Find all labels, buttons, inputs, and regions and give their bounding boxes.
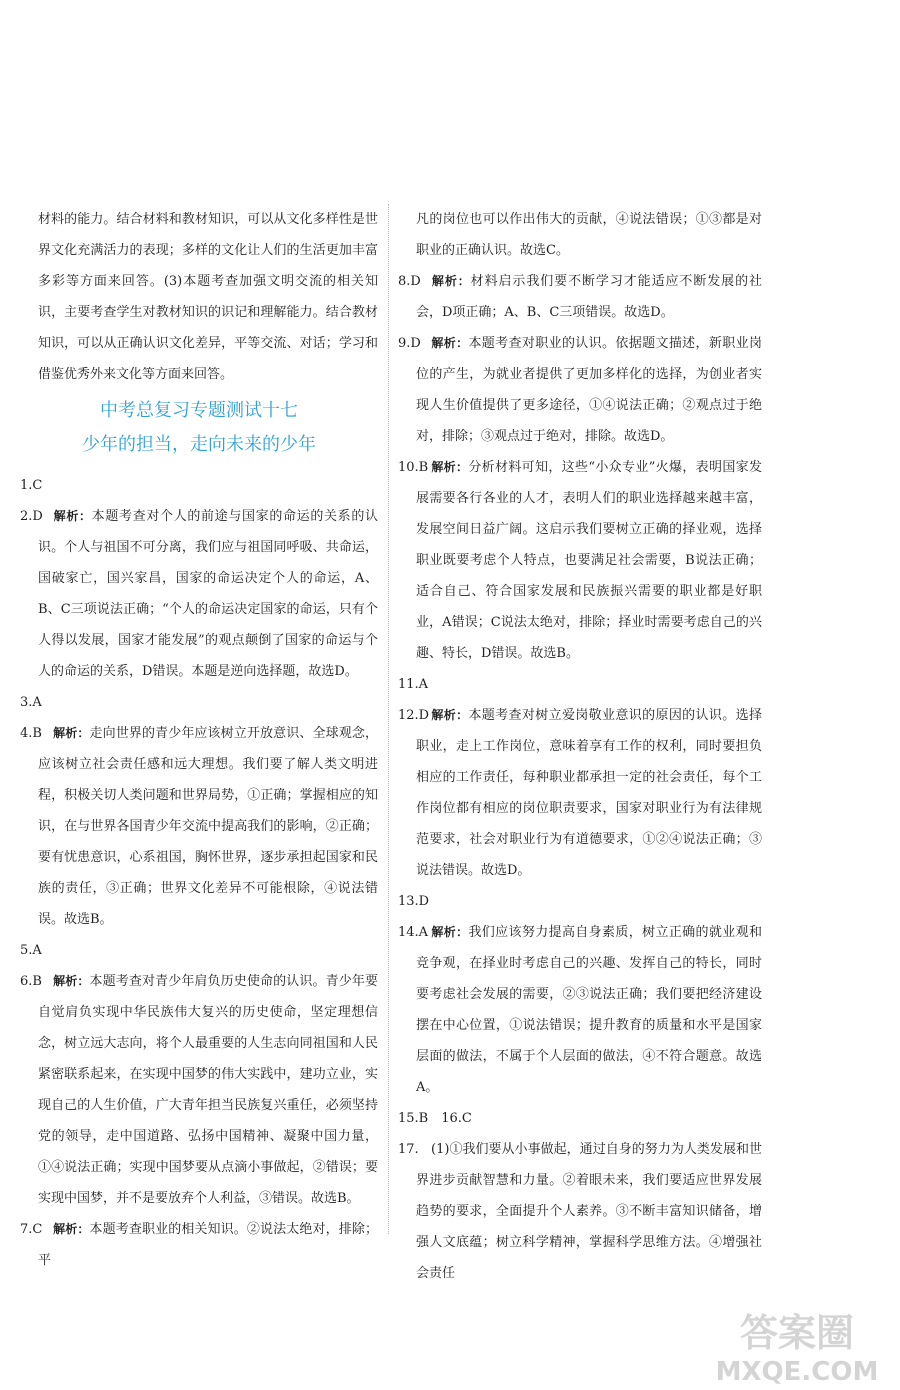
answer-text: 我们应该努力提高自身素质，树立正确的就业观和竞争观，在择业时考虑自己的兴趣、发挥自己的特长，同时要考虑社会发展的需要，②③说法正确；我们要把经济建设摆在中心位置，①说法错误；提升教育的质量和水平是国家层面的做法，不属于个人层面的做法，④不符合题意。故选A。 (416, 925, 762, 1095)
answer-text: 分析材料可知，这些“小众专业”火爆，表明国家发展需要各行各业的人才，表明人们的职业选择越来越丰富，发展空间日益广阔。这启示我们要树立正确的择业观，选择职业既要考虑个人特点，也要满足社会需要，B说法正确；适合自己、符合国家发展和民族振兴需要的职业都是好职业，A错误；C说法太绝对，排除；择业时需要考虑自己的兴趣、特长，D错误。故选B。 (416, 460, 762, 661)
answer-number: 3.A (20, 695, 42, 710)
answer-text: 本题考查对青少年肩负历史使命的认识。青少年要自觉肩负实现中华民族伟大复兴的历史使命，坚定理想信念，树立远大志向，将个人最重要的人生志向同祖国和人民紧密联系起来，在实现中国梦的伟大实践中，建功立业，实现自己的人生价值，广大青年担当民族复兴重任，必须坚持党的领导，走中国道路、弘扬中国精神、凝聚中国力量，①④说法正确；实现中国梦要从点滴小事做起，②错误；要实现中国梦，并不是要放弃个人利益，③错误。故选B。 (38, 974, 378, 1206)
answer-text: 走向世界的青少年应该树立开放意识、全球观念，应该树立社会责任感和远大理想。我们要了解人类文明进程，积极关切人类问题和世界局势，①正确；掌握相应的知识，在与世界各国青少年交流中提高我们的影响，②正确；要有忧患意识，心系祖国，胸怀世界，逐步承担起国家和民族的责任，③正确；世界文化差异不可能根除，④说法错误。故选B。 (38, 726, 378, 927)
answer-number: 9.D (398, 336, 421, 351)
answer-item (20, 501, 378, 687)
watermark-logo (705, 1300, 890, 1384)
analysis-label: 解析： (431, 925, 469, 939)
answer-item (20, 470, 378, 501)
analysis-label: 解析： (431, 708, 469, 722)
answer-number: 15.B 16.C (398, 1111, 472, 1126)
answer-number: 14.A (398, 925, 429, 940)
answer-item (398, 452, 762, 669)
answer-item (398, 1103, 762, 1134)
answer-item (398, 669, 762, 700)
answer-item (20, 687, 378, 718)
answer-number: 5.A (20, 943, 42, 958)
section-title (20, 394, 378, 462)
right-answer-list (398, 266, 762, 1289)
analysis-label: 解析： (53, 974, 90, 988)
answer-number: 1.C (20, 478, 43, 493)
answer-number: 6.B (20, 974, 42, 989)
answer-text: (1)①我们要从小事做起，通过自身的努力为人类发展和世界进步贡献智慧和力量。②着眼未来，我们要适应世界发展趋势的要求，全面提升个人素养。③不断丰富知识储备，增强人文底蕴；树立科学精神，掌握科学思维方法。④增强社会责任 (416, 1142, 762, 1281)
analysis-label: 解析： (53, 1222, 90, 1236)
analysis-label: 解析： (431, 460, 469, 474)
answer-number: 17. (398, 1142, 419, 1157)
answer-number: 10.B (398, 460, 429, 475)
left-column (20, 204, 378, 1276)
answer-number: 12.D (398, 708, 430, 723)
answer-text: 本题考查职业的相关知识。②说法太绝对，排除；平 (38, 1222, 378, 1268)
analysis-label: 解析： (431, 274, 471, 288)
answer-item (20, 935, 378, 966)
analysis-label: 解析： (431, 336, 469, 350)
answer-item (20, 718, 378, 935)
answer-item (20, 966, 378, 1214)
left-answer-list (20, 470, 378, 1276)
answer-number: 13.D (398, 894, 430, 909)
answer-text: 材料启示我们要不断学习才能适应不断发展的社会，D项正确；A、B、C三项错误。故选D。 (416, 274, 762, 320)
answer-item (398, 328, 762, 452)
answer-text: 本题考查对树立爱岗敬业意识的原因的认识。选择职业，走上工作岗位，意味着享有工作的权利，同时要担负相应的工作责任，每种职业都承担一定的社会责任，每个工作岗位都有相应的岗位职责要求，国家对职业行为有法律规范要求，社会对职业行为有道德要求，①②④说法正确；③说法错误。故选D。 (416, 708, 762, 878)
right-column (398, 204, 762, 1289)
right-continuation: 凡的岗位也可以作出伟大的贡献，④说法错误；①③都是对职业的正确认识。故选C。 (416, 212, 762, 258)
analysis-label: 解析： (53, 726, 90, 740)
answer-item (398, 917, 762, 1103)
section-title-line-2: 少年的担当，走向未来的少年 (82, 434, 316, 455)
column-divider (388, 204, 389, 1234)
answer-number: 7.C (20, 1222, 43, 1237)
answer-item (398, 886, 762, 917)
answer-item (398, 700, 762, 886)
answer-item (398, 266, 762, 328)
answer-text: 本题考查对职业的认识。依据题文描述，新职业岗位的产生，为就业者提供了更加多样化的选择，为创业者实现人生价值提供了更多途径，①④说法正确；②观点过于绝对，排除；③观点过于绝对，排除。故选D。 (416, 336, 762, 444)
answer-text: 本题考查对个人的前途与国家的命运的关系的认识。个人与祖国不可分离，我们应与祖国同呼吸、共命运，国破家亡，国兴家昌，国家的命运决定个人的命运，A、B、C三项说法正确；“个人的命运决定国家的命运，只有个人得以发展，国家才能发展”的观点颠倒了国家的命运与个人的命运的关系，D错误。本题是逆向选择题，故选D。 (38, 509, 378, 679)
analysis-label: 解析： (53, 509, 92, 523)
section-title-line-1: 中考总复习专题测试十七 (100, 400, 298, 421)
answer-item (398, 1134, 762, 1289)
answer-number: 4.B (20, 726, 42, 741)
watermark-top-text: 答案圈 (739, 1311, 855, 1355)
answer-item (20, 1214, 378, 1276)
answer-number: 8.D (398, 274, 421, 289)
watermark-bottom-text: MXQE.COM (715, 1357, 879, 1384)
answer-number: 2.D (20, 509, 43, 524)
left-continuation: 材料的能力。结合材料和教材知识，可以从文化多样性是世界文化充满活力的表现；多样的文化让人们的生活更加丰富多彩等方面来回答。(3)本题考查加强文明交流的相关知识，主要考查学生对教材知识的识记和理解能力。结合教材知识，可以从正确认识文化差异，平等交流、对话；学习和借鉴优秀外来文化等方面来回答。 (38, 212, 378, 382)
answer-number: 11.A (398, 677, 429, 692)
